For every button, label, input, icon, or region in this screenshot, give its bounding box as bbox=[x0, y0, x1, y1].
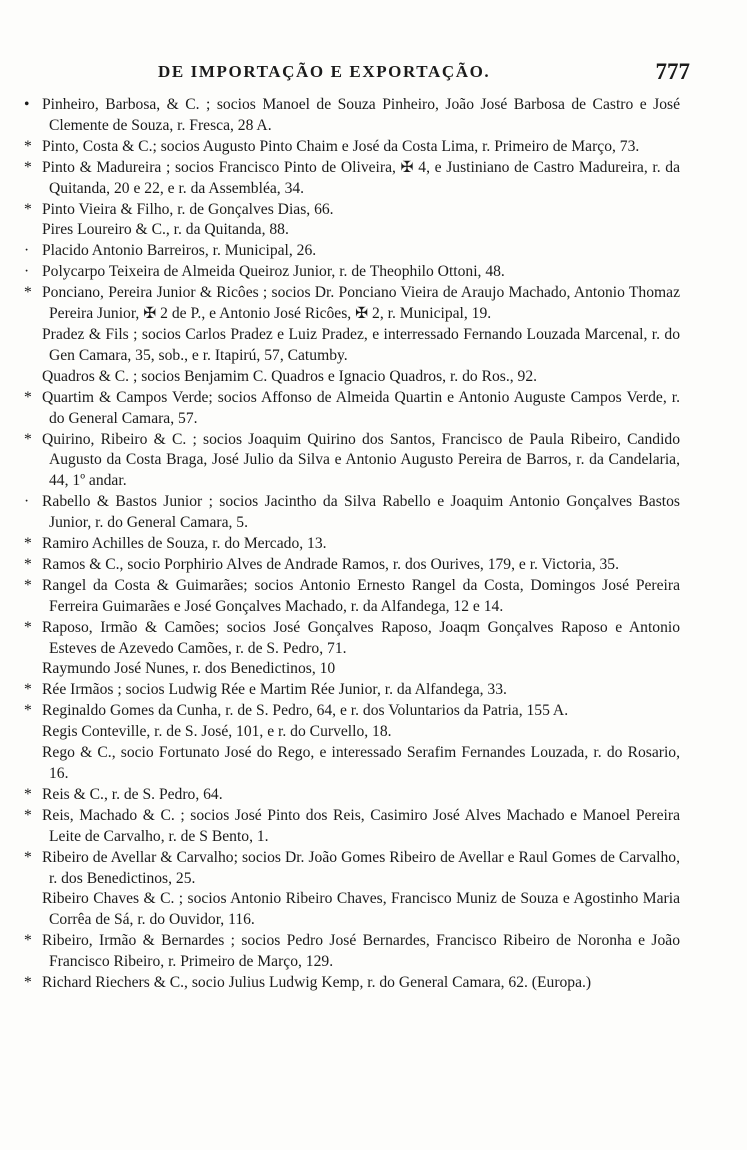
entry-marker: * bbox=[24, 388, 32, 406]
directory-entry bbox=[24, 931, 680, 973]
entry-text: Ribeiro de Avellar & Carvalho; socios Dr. João Gomes Ribeiro de Avellar e Raul Gomes de Carvalho, r. dos Benedictinos, 25. bbox=[42, 848, 680, 887]
entry-marker: * bbox=[24, 848, 32, 866]
entry-text: Raposo, Irmão & Camões; socios José Gonçalves Raposo, Joaqm Gonçalves Raposo e Antonio Esteves de Azevedo Camões, r. de S. Pedro, 71. bbox=[42, 618, 680, 657]
directory-entry bbox=[24, 158, 680, 200]
directory-entry bbox=[24, 555, 680, 576]
entry-text: Richard Riechers & C., socio Julius Ludwig Kemp, r. do General Camara, 62. (Europa.) bbox=[42, 974, 592, 992]
entry-text: Rego & C., socio Fortunato José do Rego, e interessado Serafim Fernandes Louzada, r. do Rosario, 16. bbox=[42, 744, 680, 782]
directory-entry bbox=[24, 806, 680, 848]
entry-text: Placido Antonio Barreiros, r. Municipal, 26. bbox=[42, 242, 317, 260]
entry-text: Ramiro Achilles de Souza, r. do Mercado, 13. bbox=[42, 535, 327, 553]
directory-entry bbox=[24, 785, 680, 806]
directory-entry bbox=[24, 680, 680, 701]
entry-text: Rée Irmãos ; socios Ludwig Rée e Martim Rée Junior, r. da Alfandega, 33. bbox=[42, 681, 507, 699]
entry-text: Reginaldo Gomes da Cunha, r. de S. Pedro, 64, e r. dos Voluntarios da Patria, 155 A. bbox=[42, 702, 569, 720]
directory-entry bbox=[24, 241, 680, 262]
entry-text: Quirino, Ribeiro & C. ; socios Joaquim Quirino dos Santos, Francisco de Paula Ribeiro, Candido Augusto da Costa Braga, José Julio da Silva e Antonio Augusto Pereira de Barros, r. da Candelaria, 44, 1º andar. bbox=[42, 430, 680, 490]
entry-text: Raymundo José Nunes, r. dos Benedictinos, 10 bbox=[42, 660, 336, 678]
directory-entry bbox=[24, 220, 680, 241]
entry-marker: * bbox=[24, 200, 32, 218]
entry-marker: * bbox=[24, 555, 32, 573]
entry-marker: · bbox=[24, 263, 30, 281]
entry-text: Ponciano, Pereira Junior & Ricôes ; socios Dr. Ponciano Vieira de Araujo Machado, Antonio Thomaz Pereira Junior, ✠ 2 de P., e Antonio José Ricôes, ✠ 2, r. Municipal, 19. bbox=[42, 284, 680, 323]
directory-entry bbox=[24, 701, 680, 722]
entry-marker: · bbox=[24, 493, 30, 511]
entry-text: Pinto, Costa & C.; socios Augusto Pinto Chaim e José da Costa Lima, r. Primeiro de Março, 73. bbox=[42, 137, 640, 155]
entry-text: Quartim & Campos Verde; socios Affonso de Almeida Quartin e Antonio Auguste Campos Verde, r. do General Camara, 57. bbox=[42, 388, 680, 427]
entry-text: Rangel da Costa & Guimarães; socios Antonio Ernesto Rangel da Costa, Domingos José Pereira Ferreira Guimarães e José Gonçalves Machado, r. da Alfandega, 12 e 14. bbox=[42, 576, 680, 615]
directory-entry bbox=[24, 576, 680, 618]
entry-text: Ribeiro Chaves & C. ; socios Antonio Ribeiro Chaves, Francisco Muniz de Souza e Agostinho Maria Corrêa de Sá, r. do Ouvidor, 116. bbox=[42, 890, 680, 929]
entry-marker: * bbox=[24, 974, 32, 992]
entry-marker: · bbox=[24, 242, 30, 260]
page-number: 777 bbox=[655, 59, 690, 84]
entry-marker: * bbox=[24, 806, 32, 824]
directory-entry bbox=[24, 534, 680, 555]
directory-entry bbox=[24, 722, 680, 743]
running-head: DE IMPORTAÇÃO E EXPORTAÇÃO. bbox=[158, 62, 491, 81]
entry-marker: * bbox=[24, 785, 32, 803]
directory-entry bbox=[24, 325, 680, 367]
entry-marker: * bbox=[24, 430, 32, 448]
entry-marker: * bbox=[24, 618, 32, 636]
directory-entry bbox=[24, 973, 680, 994]
entry-marker: * bbox=[24, 681, 32, 699]
entry-text: Pinto & Madureira ; socios Francisco Pinto de Oliveira, ✠ 4, e Justiniano de Castro Madureira, r. da Quitanda, 20 e 22, e r. da Assembléa, 34. bbox=[42, 158, 680, 197]
directory-entry bbox=[24, 618, 680, 660]
entry-text: Ribeiro, Irmão & Bernardes ; socios Pedro José Bernardes, Francisco Ribeiro de Noronha e João Francisco Ribeiro, r. Primeiro de Março, 129. bbox=[42, 932, 680, 971]
directory-entry bbox=[24, 262, 680, 283]
entry-text: Pinheiro, Barbosa, & C. ; socios Manoel de Souza Pinheiro, João José Barbosa de Castro e José Clemente de Souza, r. Fresca, 28 A. bbox=[42, 96, 680, 134]
entry-marker: * bbox=[24, 535, 32, 553]
entry-text: Pinto Vieira & Filho, r. de Gonçalves Dias, 66. bbox=[42, 200, 334, 218]
directory-entry bbox=[24, 200, 680, 221]
entry-text: Pradez & Fils ; socios Carlos Pradez e Luiz Pradez, e interressado Fernando Louzada Marcenal, r. do Gen Camara, 35, sob., e r. Itapirú, 57, Catumby. bbox=[42, 325, 680, 364]
entry-marker: * bbox=[24, 932, 32, 950]
entry-marker: * bbox=[24, 158, 32, 176]
entry-text: Ramos & C., socio Porphirio Alves de Andrade Ramos, r. dos Ourives, 179, e r. Victoria, 35. bbox=[42, 555, 619, 573]
entry-text: Pires Loureiro & C., r. da Quitanda, 88. bbox=[42, 221, 289, 239]
entry-text: Reis & C., r. de S. Pedro, 64. bbox=[42, 785, 223, 803]
directory-entry bbox=[24, 283, 680, 325]
entry-marker: * bbox=[24, 284, 32, 302]
directory-entry bbox=[24, 367, 680, 388]
entry-marker: * bbox=[24, 576, 32, 594]
entry-text: Reis, Machado & C. ; socios José Pinto dos Reis, Casimiro José Alves Machado e Manoel Pereira Leite de Carvalho, r. de S Bento, 1. bbox=[42, 806, 680, 845]
entry-marker: • bbox=[24, 96, 30, 113]
page-header bbox=[40, 59, 690, 92]
entry-marker: * bbox=[24, 702, 32, 720]
directory-entry bbox=[24, 889, 680, 931]
directory-entry bbox=[24, 848, 680, 890]
directory-entry bbox=[24, 743, 680, 785]
entry-list bbox=[24, 95, 680, 994]
directory-entry bbox=[24, 492, 680, 534]
directory-entry bbox=[24, 137, 680, 158]
entry-text: Regis Conteville, r. de S. José, 101, e r. do Curvello, 18. bbox=[42, 723, 392, 741]
directory-entry bbox=[24, 659, 680, 680]
directory-entry bbox=[24, 430, 680, 493]
directory-entry bbox=[24, 95, 680, 137]
entry-marker: * bbox=[24, 137, 32, 155]
entry-text: Rabello & Bastos Junior ; socios Jacintho da Silva Rabello e Joaquim Antonio Gonçalves Bastos Junior, r. do General Camara, 5. bbox=[42, 493, 680, 532]
entry-text: Quadros & C. ; socios Benjamim C. Quadros e Ignacio Quadros, r. do Ros., 92. bbox=[42, 367, 538, 385]
directory-entry bbox=[24, 388, 680, 430]
entry-text: Polycarpo Teixeira de Almeida Queiroz Junior, r. de Theophilo Ottoni, 48. bbox=[42, 263, 505, 281]
